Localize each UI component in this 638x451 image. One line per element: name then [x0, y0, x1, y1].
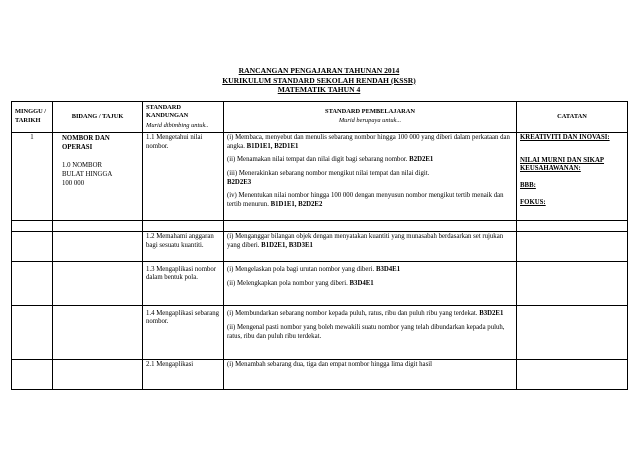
sp-item: (i) Membundarkan sebarang nombor kepada puluh, ratus, ribu dan puluh ribu yang terdekat. B3D2E1	[227, 309, 504, 317]
cell-sk: 1.1 Mengetahui nilai nombor.	[143, 132, 224, 220]
cell-sp	[224, 261, 517, 305]
cell-sp: (i) Menambah sebarang dua, tiga dan empat nombor hingga lima digit hasil	[224, 359, 517, 389]
table-row	[12, 305, 628, 359]
bidang-title: NOMBOR DAN OPERASI	[62, 135, 110, 151]
cell-sk: 1.4 Mengaplikasi sebarang nombor.	[143, 305, 224, 359]
table-header-row	[12, 102, 628, 133]
sp-item: (i) Menganggar bilangan objek dengan menyatakan kuantiti yang munasabah berdasarkan set rujukan yang diberi.	[227, 233, 504, 249]
catatan-nilai-murni: NILAI MURNI DAN SIKAP KEUSAHAWANAN:	[520, 156, 605, 173]
col-catatan: CATATAN	[517, 102, 628, 133]
sp-item: (iv) Menentukan nilai nombor hingga 100 000 dengan menyusun nombor mengikut tertib menaik dan tertib menurun. B1D1E1, B2D2E2	[227, 192, 504, 208]
sp-code: B1D2E1, B3D3E1	[261, 241, 313, 249]
sp-item: (ii) Melengkapkan pola nombor yang diberi. B3D4E1	[227, 280, 374, 288]
document-header	[0, 66, 638, 95]
cell-sk: 1.2 Memahami anggaran bagi sesuatu kuantiti.	[143, 231, 224, 261]
bidang-sub: 1.0 NOMBOR BULAT HINGGA 100 000	[62, 162, 112, 187]
table-row	[12, 220, 628, 231]
sp-item: (ii) Mengenal pasti nombor yang boleh mewakili suatu nombor yang telah dibundarkan kepada puluh, ratus, ribu dan puluh ribu terdekat.	[227, 324, 505, 340]
col-standard-pembelajaran	[224, 102, 517, 133]
col-sp-title: STANDARD PEMBELAJARAN	[325, 107, 415, 115]
table-row	[12, 261, 628, 305]
cell-catatan	[517, 132, 628, 220]
sp-item: (i) Membaca, menyebut dan menulis sebarang nombor hingga 100 000 yang diberi dalam perkataan dan angka. B1D1E1, B2D1E1	[227, 134, 510, 150]
cell-sp	[224, 231, 517, 261]
catatan-fokus: FOKUS:	[520, 198, 546, 206]
header-line-2: KURIKULUM STANDARD SEKOLAH RENDAH (KSSR)	[222, 75, 416, 85]
cell-sk: 1.3 Mengaplikasi nombor dalam bentuk pola.	[143, 261, 224, 305]
cell-sk: 2.1 Mengaplikasi	[143, 359, 224, 389]
col-standard-kandungan	[143, 102, 224, 133]
col-sp-sub: Murid berupaya untuk...	[338, 117, 402, 125]
cell-sp	[224, 305, 517, 359]
table-row	[12, 132, 628, 220]
sp-item: (iii) Menerakinkan sebarang nombor mengikut nilai tempat dan nilai digit. B2D2E3	[227, 170, 430, 186]
header-line-3: MATEMATIK TAHUN 4	[277, 85, 361, 95]
catatan-bbb: BBB:	[520, 182, 536, 190]
cell-sp	[224, 132, 517, 220]
sp-item: (ii) Menamakan nilai tempat dan nilai digit bagi sebarang nombor. B2D2E1	[227, 156, 434, 164]
header-line-1: RANCANGAN PENGAJARAN TAHUNAN 2014	[238, 66, 400, 75]
cell-minggu: 1	[12, 132, 53, 220]
table-row	[12, 359, 628, 389]
cell-bidang	[53, 132, 143, 220]
catatan-kreativiti: KREATIVITI DAN INOVASI:	[520, 134, 610, 142]
table-row	[12, 231, 628, 261]
lesson-plan-table	[11, 101, 628, 390]
col-bidang: BIDANG / TAJUK	[53, 102, 143, 133]
col-sk-sub: Murid dibimbing untuk..	[146, 121, 209, 129]
col-sk-title: STANDARD KANDUNGAN	[146, 103, 189, 120]
sp-item: (i) Mengelaskan pola bagi urutan nombor yang diberi. B3D4E1	[227, 265, 401, 273]
col-minggu: MINGGU / TARIKH	[12, 102, 53, 133]
